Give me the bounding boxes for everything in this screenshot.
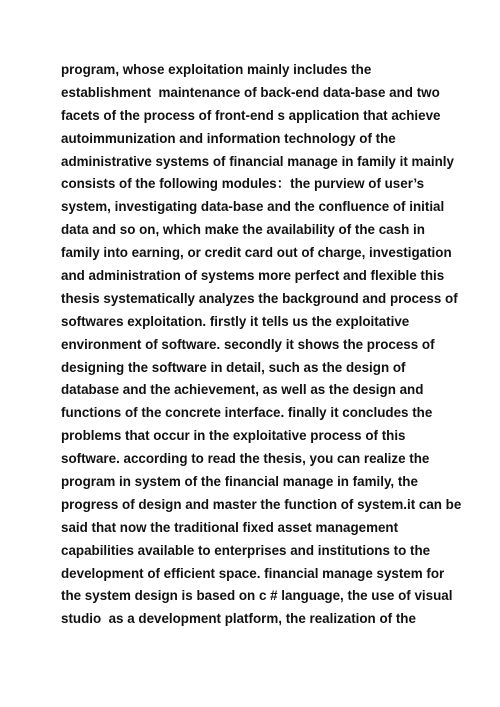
text-line: the system design is based on c # language, the use of visual	[61, 588, 453, 604]
text-line: database and the achievement, as well as the design and	[61, 382, 424, 398]
text-line: progress of design and master the function of system.it can be	[61, 496, 462, 512]
text-line: functions of the concrete interface. finally it concludes the	[61, 405, 433, 421]
text-line: software. according to read the thesis, you can realize the	[61, 451, 430, 467]
text-line: program in system of the financial manage in family, the	[61, 474, 418, 490]
text-line: studio as a development platform, the realization of the	[61, 611, 416, 627]
text-line: said that now the traditional fixed asset management	[61, 519, 399, 535]
text-line: data and so on, which make the availability of the cash in	[61, 222, 425, 238]
text-line: capabilities available to enterprises and institutions to the	[61, 542, 431, 558]
text-line: program, whose exploitation mainly includes the	[61, 62, 372, 77]
text-line: development of efficient space. financial manage system for	[61, 565, 445, 581]
text-line: family into earning, or credit card out of charge, investigation	[61, 245, 452, 261]
text-line: thesis systematically analyzes the background and process of	[61, 290, 458, 306]
text-line: establishment maintenance of back-end data-base and two	[61, 84, 440, 100]
text-line: problems that occur in the exploitative process of this	[61, 428, 406, 444]
text-line: softwares exploitation. firstly it tells us the exploitative	[61, 313, 410, 329]
text-line: designing the software in detail, such as the design of	[61, 359, 406, 375]
text-line: environment of software. secondly it shows the process of	[61, 336, 435, 352]
text-line: and administration of systems more perfect and flexible this	[61, 268, 445, 284]
text-line: autoimmunization and information technology of the	[61, 130, 396, 146]
body-text	[61, 59, 461, 631]
text-line: consists of the following modules：the purview of user’s	[61, 176, 425, 192]
text-line: administrative systems of financial manage in family it mainly	[61, 153, 454, 169]
text-line: system, investigating data-base and the confluence of initial	[61, 199, 445, 215]
text-line: facets of the process of front-end s application that achieve	[61, 107, 441, 123]
